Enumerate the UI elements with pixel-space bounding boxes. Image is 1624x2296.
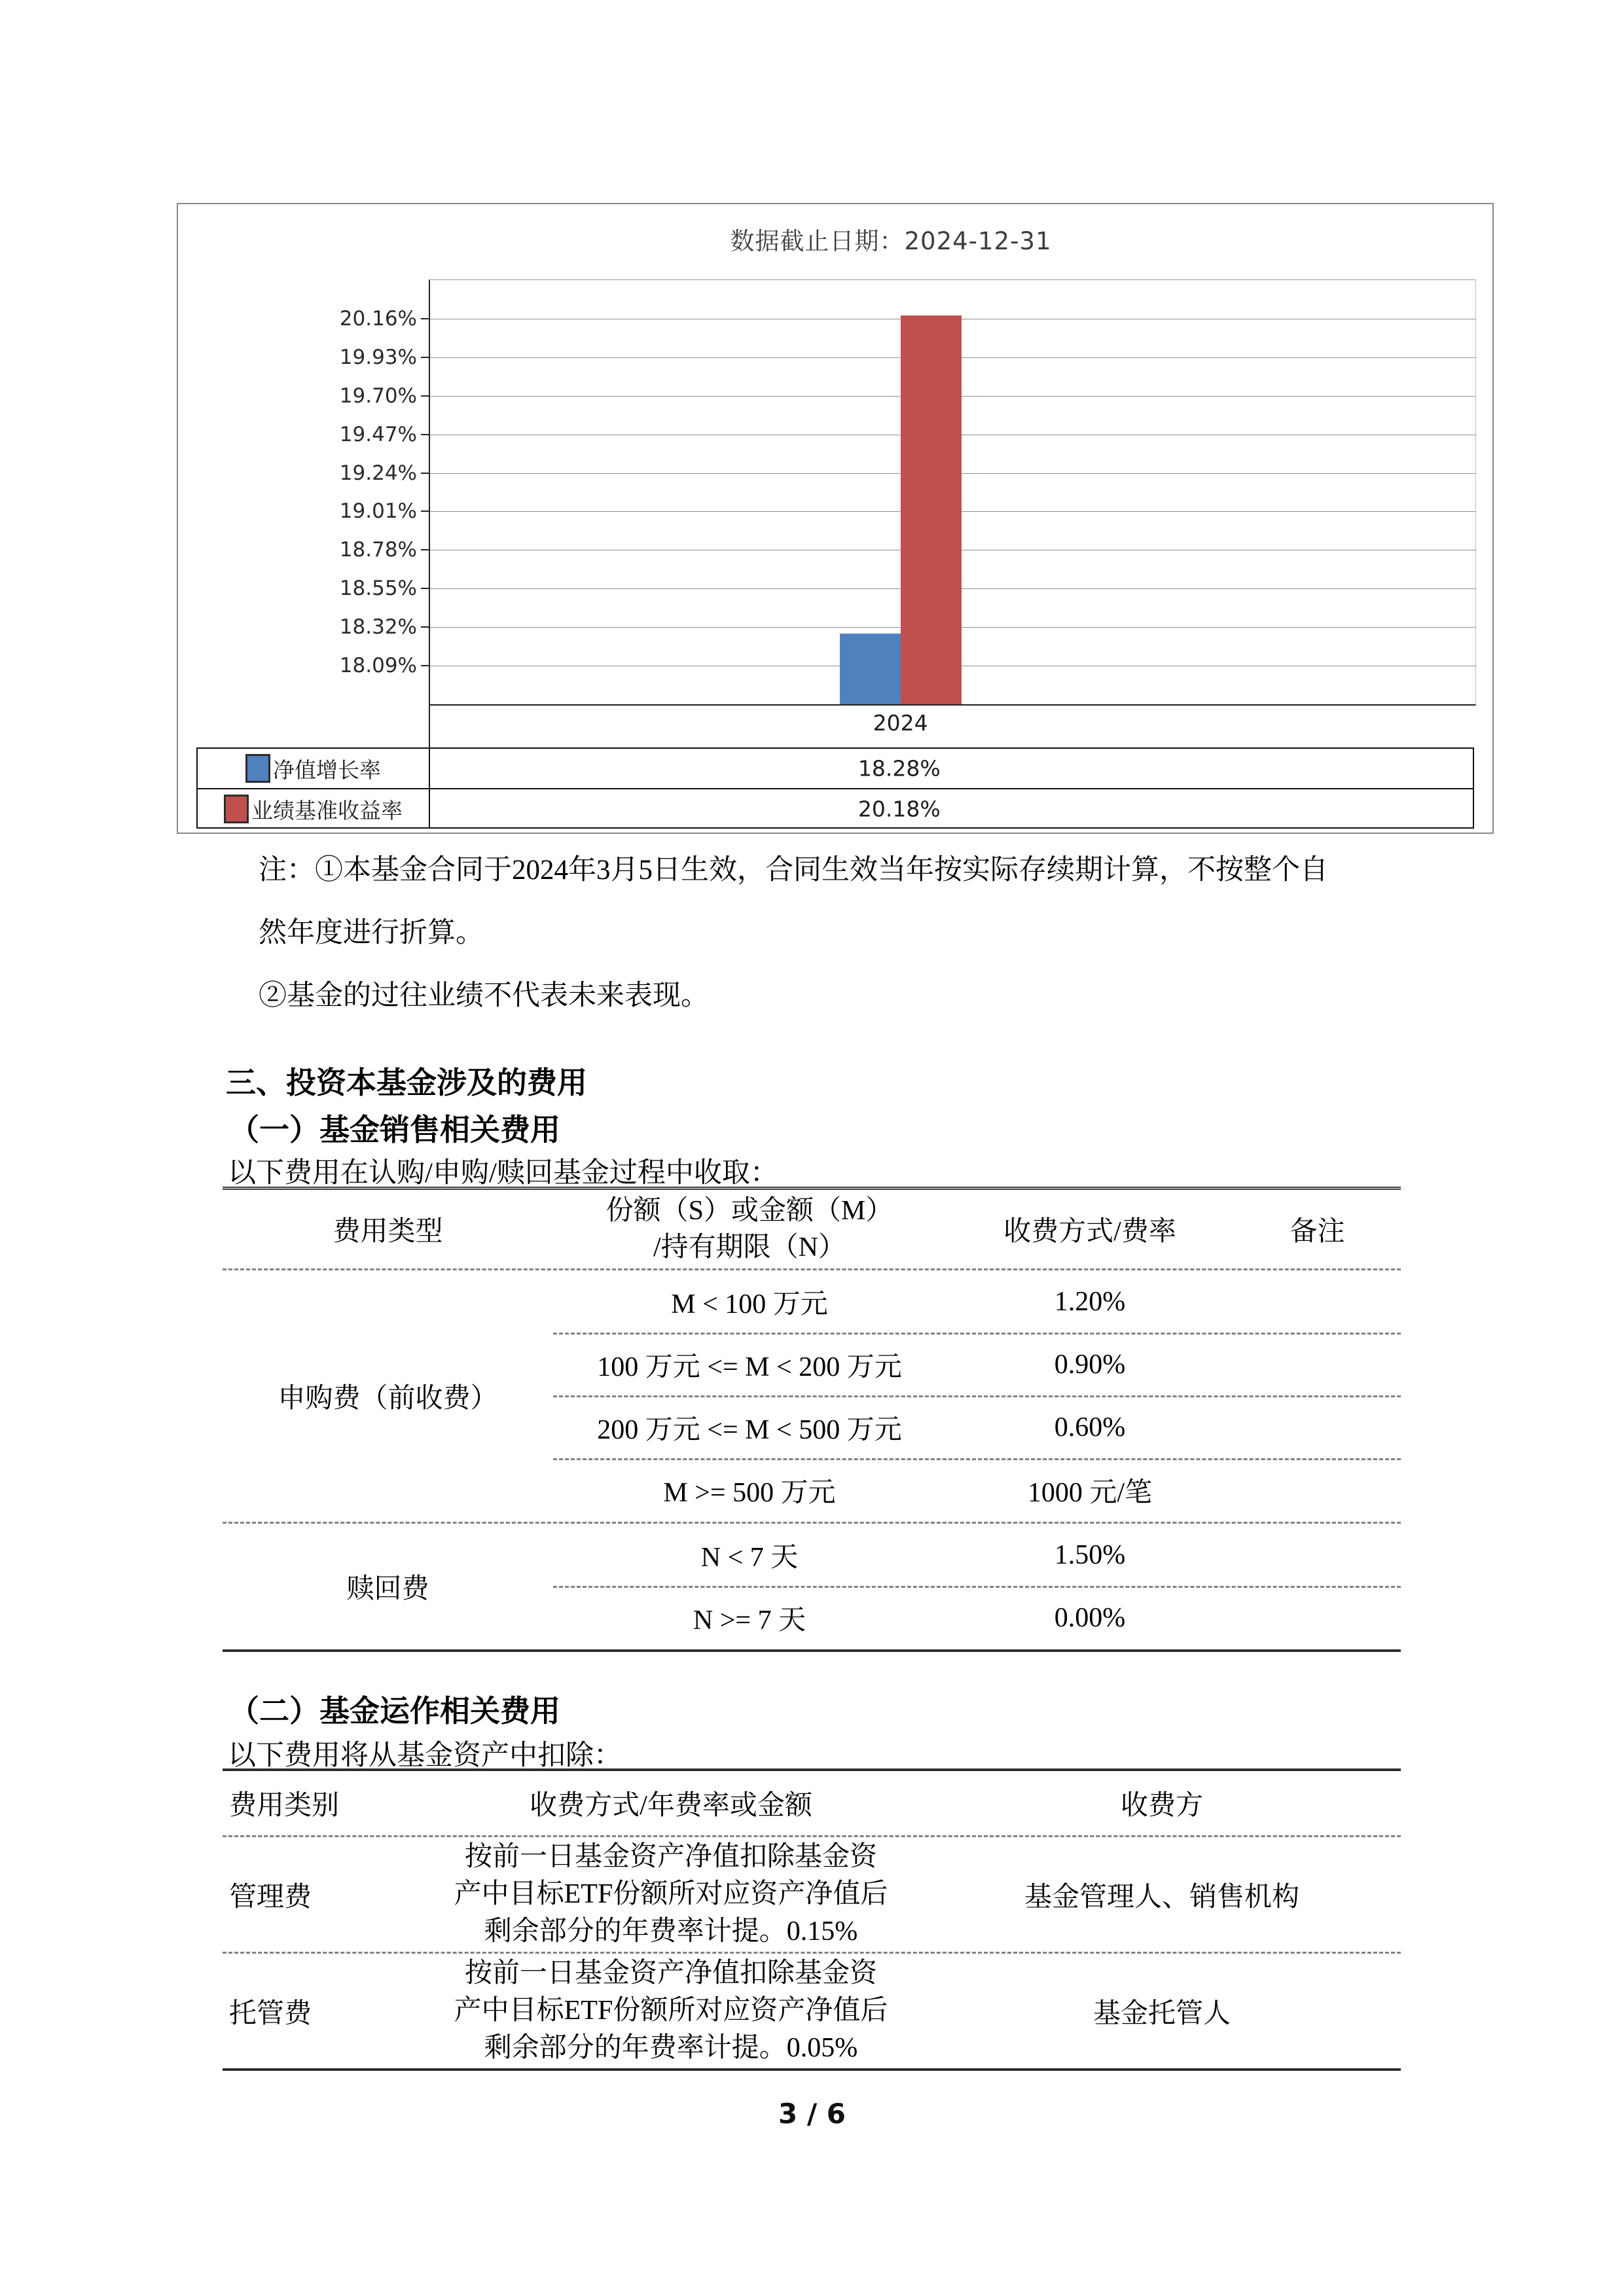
x-axis-category-strip [429, 704, 1475, 747]
payee-cell: 基金管理人、销售机构 [1024, 1882, 1299, 1912]
header-remark: 备注 [1290, 1217, 1345, 1247]
y-axis-tick-label: 18.32% [339, 615, 417, 639]
y-axis-tick [421, 318, 430, 319]
legend-row-benchmark [198, 788, 1473, 829]
subsection-heading-operation-fees: （二）基金运作相关费用 [229, 1695, 560, 1728]
legend-value: 18.28% [857, 755, 941, 781]
page-number: 3 / 6 [778, 2098, 846, 2130]
legend-row-nav-growth [198, 749, 1473, 788]
method-cell [419, 1954, 923, 2068]
rate-cell: 1000 元/笔 [1027, 1478, 1153, 1508]
payee-cell: 基金托管人 [1092, 1998, 1231, 2029]
y-axis-tick-label: 18.78% [339, 538, 417, 562]
legend-swatch-nav-growth [245, 754, 270, 783]
header-fee-type: 费用类型 [333, 1217, 443, 1247]
legend-label: 净值增长率 [273, 757, 381, 783]
y-axis-tick-label: 20.16% [339, 307, 417, 331]
y-axis-tick [421, 588, 430, 589]
legend-label: 业绩基准收益率 [251, 797, 403, 823]
chart-notes [259, 839, 1411, 1028]
table-row [223, 1396, 1401, 1459]
header-amount-line2: /持有期限（N） [653, 1232, 846, 1263]
table-row [223, 1587, 1401, 1649]
condition-cell: 100 万元 <= M < 200 万元 [597, 1352, 902, 1382]
y-axis-tick [421, 395, 430, 397]
method-line: 按前一日基金资产净值扣除基金资 [464, 1958, 877, 1988]
rate-cell: 0.90% [1054, 1350, 1126, 1380]
method-line: 按前一日基金资产净值扣除基金资 [464, 1842, 877, 1872]
operation-fees-intro: 以下费用将从基金资产中扣除： [228, 1740, 622, 1771]
table-header-row [223, 1771, 1401, 1837]
y-axis-tick-label: 19.01% [339, 499, 417, 523]
y-axis-tick-label: 19.93% [339, 346, 417, 369]
table-row [223, 1837, 1401, 1952]
rate-cell: 1.50% [1054, 1540, 1126, 1570]
table-header-row [223, 1190, 1401, 1270]
rate-cell: 0.00% [1054, 1603, 1126, 1633]
operation-fee-table [223, 1768, 1401, 2071]
x-category-label: 2024 [873, 710, 928, 736]
fee-group-subscription [223, 1270, 1401, 1522]
method-line: 产中目标ETF份额所对应资产净值后 [454, 1879, 888, 1909]
y-axis-tick-label: 19.24% [339, 461, 417, 485]
y-axis-tick [421, 626, 430, 628]
table-row [223, 1333, 1401, 1396]
method-line: 剩余部分的年费率计提。0.05% [484, 2033, 858, 2063]
table-row [223, 1459, 1401, 1522]
section-heading-fees: 三、投资本基金涉及的费用 [226, 1066, 587, 1100]
y-axis-tick [421, 665, 430, 666]
condition-cell: N >= 7 天 [693, 1605, 806, 1636]
method-line: 产中目标ETF份额所对应资产净值后 [454, 1996, 888, 2026]
legend-swatch-benchmark [224, 795, 249, 823]
condition-cell: 200 万元 <= M < 500 万元 [597, 1415, 902, 1445]
table-row [223, 1524, 1401, 1587]
method-line: 剩余部分的年费率计提。0.15% [484, 1916, 858, 1946]
fee-type-cell: 赎回费 [346, 1574, 429, 1604]
note-line: 然年度进行折算。 [259, 918, 484, 948]
condition-cell: M < 100 万元 [671, 1289, 828, 1319]
y-axis-tick [421, 357, 430, 358]
condition-cell: N < 7 天 [700, 1543, 799, 1573]
rate-cell: 0.60% [1054, 1412, 1126, 1443]
fee-category-cell: 托管费 [229, 1998, 312, 2029]
chart-title: 数据截止日期：2024-12-31 [730, 227, 1052, 255]
y-axis-tick-label: 19.70% [339, 384, 417, 408]
plot-area [339, 279, 1476, 706]
header-rate: 收费方式/费率 [1003, 1217, 1176, 1247]
note-line: 注：①本基金合同于2024年3月5日生效，合同生效当年按实际存续期计算，不按整个自 [259, 855, 1328, 886]
legend-value: 20.18% [857, 796, 941, 822]
note-line: ②基金的过往业绩不代表未来表现。 [259, 980, 709, 1011]
rate-cell: 1.20% [1054, 1287, 1126, 1317]
y-axis-tick [421, 473, 430, 474]
y-axis-tick [421, 434, 430, 435]
header-amount-line1: 份额（S）或金额（M） [605, 1196, 893, 1226]
header-amount-holding [553, 1190, 946, 1268]
legend-value-cell [430, 749, 1473, 788]
condition-cell: M >= 500 万元 [663, 1478, 836, 1508]
legend-label-cell [198, 749, 430, 788]
fee-category-cell: 管理费 [229, 1882, 312, 1912]
legend-label-cell [198, 789, 430, 829]
performance-chart [177, 203, 1494, 834]
chart-legend-table [196, 747, 1474, 829]
header-method: 收费方式/年费率或金额 [530, 1791, 812, 1821]
subsection-heading-sales-fees: （一）基金销售相关费用 [229, 1113, 560, 1147]
y-axis-tick-label: 18.55% [339, 577, 417, 600]
y-axis-tick-label: 18.09% [339, 654, 417, 677]
legend-value-cell [430, 789, 1473, 829]
bar-nav-growth-rate [840, 634, 901, 704]
fee-group-redemption [223, 1524, 1401, 1649]
y-axis-tick [421, 511, 430, 512]
bar-benchmark-return [901, 315, 962, 704]
table-row [223, 1952, 1401, 2068]
sales-fees-intro: 以下费用在认购/申购/赎回基金过程中收取： [228, 1158, 778, 1189]
header-fee-category: 费用类别 [229, 1791, 340, 1821]
table-row [223, 1270, 1401, 1333]
sales-fee-table [223, 1187, 1401, 1652]
y-axis-tick-label: 19.47% [339, 423, 417, 446]
y-axis-tick [421, 549, 430, 550]
fee-type-cell: 申购费（前收费） [278, 1384, 498, 1414]
method-cell [419, 1837, 923, 1952]
header-payee: 收费方 [1120, 1791, 1203, 1821]
